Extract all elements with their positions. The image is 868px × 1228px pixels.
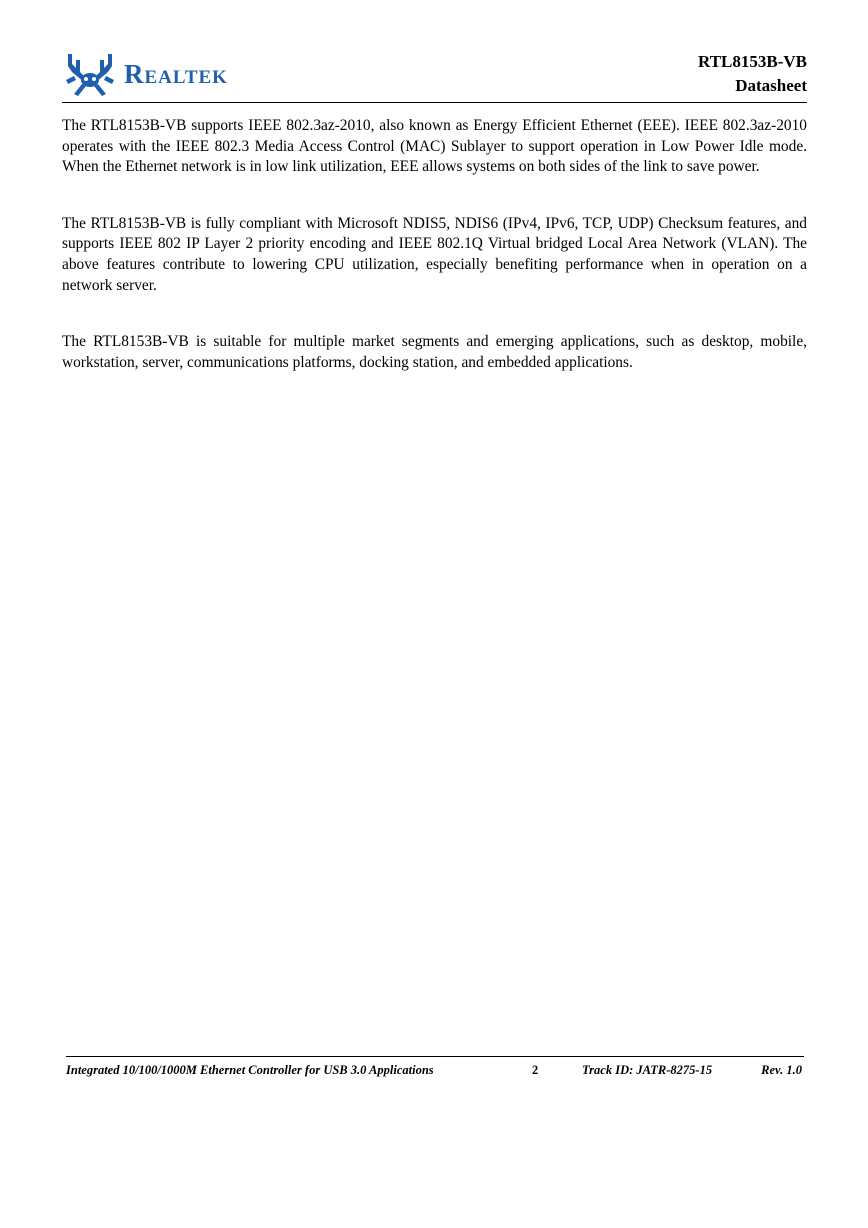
product-name: RTL8153B-VB xyxy=(698,52,807,71)
paragraph-ndis: The RTL8153B-VB is fully compliant with Microsoft NDIS5, NDIS6 (IPv4, IPv6, TCP, UDP) Checksum features, and supports IEEE 802 IP Layer 2 priority encoding and IEEE 802.1Q Virtual bridged Local Area Network (VLAN). The above features contribute to lowering CPU utilization, especially benefiting performance when in operation on a network server. xyxy=(62,214,807,294)
realtek-crab-icon xyxy=(62,50,118,98)
footer-title: Integrated 10/100/1000M Ethernet Controller for USB 3.0 Applications xyxy=(66,1063,434,1077)
page-header xyxy=(62,48,807,103)
page-number: 2 xyxy=(532,1063,539,1077)
revision: Rev. 1.0 xyxy=(761,1063,802,1077)
paragraph-eee: The RTL8153B-VB supports IEEE 802.3az-2010, also known as Energy Efficient Ethernet (EEE). IEEE 802.3az-2010 operates with the IEEE 802.3 Media Access Control (MAC) Sublayer to support operation in Low Power Idle mode. When the Ethernet network is in low link utilization, EEE allows systems on both sides of the link to save power. xyxy=(62,117,807,176)
track-id: Track ID: JATR-8275-15 xyxy=(582,1063,713,1077)
logo-wordmark: Realtek xyxy=(124,58,228,89)
realtek-logo xyxy=(62,48,228,100)
page-footer xyxy=(66,1056,804,1081)
document-type: Datasheet xyxy=(735,76,807,95)
body-content xyxy=(62,116,807,409)
document-id xyxy=(698,50,807,98)
paragraph-markets: The RTL8153B-VB is suitable for multiple market segments and emerging applications, such as desktop, mobile, workstation, server, communications platforms, docking station, and embedded applications. xyxy=(62,333,807,371)
